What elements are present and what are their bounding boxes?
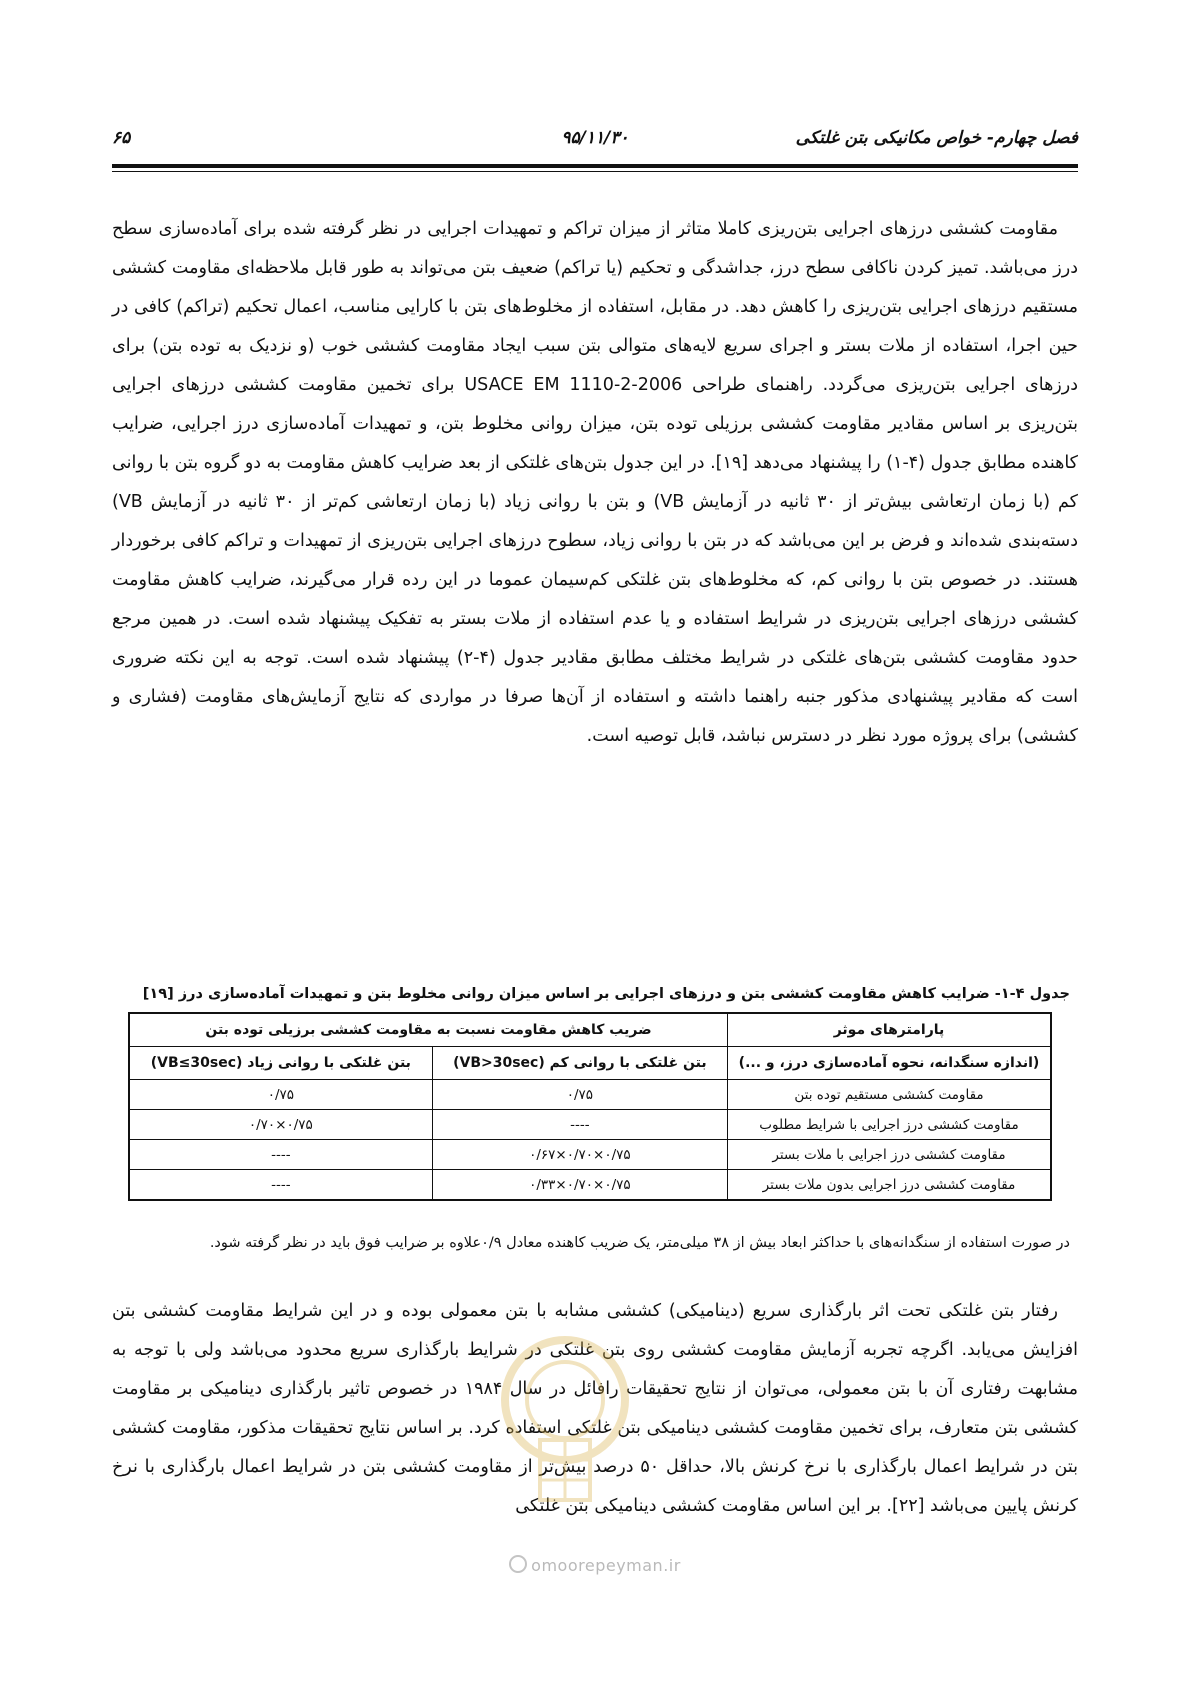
row-high: ----: [129, 1170, 432, 1201]
table-row: [129, 1110, 1051, 1140]
watermark-text: omoorepeyman.ir: [531, 1556, 681, 1575]
page-header: [112, 128, 1078, 158]
row-low: ۰/۷۵×۰/۷۰×۰/۳۳: [432, 1170, 727, 1201]
header-low-workability: بتن غلتکی با روانی کم (VB>30sec): [432, 1047, 727, 1080]
header-rule-thick: [112, 164, 1078, 168]
row-high: ۰/۷۵: [129, 1080, 432, 1110]
row-param: مقاومت کششی مستقیم توده بتن: [728, 1080, 1052, 1110]
reduction-factors-table: [128, 1012, 1052, 1201]
table-row: [129, 1170, 1051, 1201]
table-caption: جدول ۴-۱- ضرایب کاهش مقاومت کششی بتن و درزهای اجرایی بر اساس میزان روانی مخلوط بتن و تمهیدات آماده‌سازی درز [۱۹]: [142, 986, 1070, 1002]
row-high: ----: [129, 1140, 432, 1170]
header-high-workability: بتن غلتکی با روانی زیاد (VB≤30sec): [129, 1047, 432, 1080]
page-number: ۶۵: [112, 128, 131, 148]
row-param: مقاومت کششی درز اجرایی بدون ملات بستر: [728, 1170, 1052, 1201]
body-paragraph-1: [112, 210, 1078, 756]
table-footnote: در صورت استفاده از سنگدانه‌های با حداکثر ابعاد بیش از ۳۸ میلی‌متر، یک ضریب کاهنده معادل ۰/۹علاوه بر ضرایب فوق باید در نظر گرفته شود.: [209, 1235, 1070, 1251]
header-date: ۹۵/۱۱/۳۰: [561, 128, 629, 148]
header-param-line2: (اندازه سنگدانه، نحوه آماده‌سازی درز، و ...): [728, 1047, 1052, 1080]
watermark: [0, 1555, 1190, 1575]
row-param: مقاومت کششی درز اجرایی با ملات بستر: [728, 1140, 1052, 1170]
chapter-title: فصل چهارم- خواص مکانیکی بتن غلتکی: [795, 128, 1078, 148]
watermark-seal-icon: [485, 1320, 645, 1520]
row-high: ۰/۷۵×۰/۷۰: [129, 1110, 432, 1140]
row-param: مقاومت کششی درز اجرایی با شرایط مطلوب: [728, 1110, 1052, 1140]
header-group: ضریب کاهش مقاومت نسبت به مقاومت کششی برزیلی توده بتن: [129, 1013, 728, 1047]
table-row: [129, 1140, 1051, 1170]
row-low: ۰/۷۵: [432, 1080, 727, 1110]
watermark-logo-icon: [509, 1555, 527, 1573]
row-low: ۰/۷۵×۰/۷۰×۰/۶۷: [432, 1140, 727, 1170]
paragraph-text: مقاومت کششی درزهای اجرایی بتن‌ریزی کاملا متاثر از میزان تراکم و تمهیدات اجرایی در نظر گرفته شده برای آماده‌سازی سطح درز می‌باشد. تمیز کردن ناکافی سطح درز، جداشدگی و تحکیم (یا تراکم) ضعیف بتن می‌تواند به طور قابل ملاحظه‌ای مقاومت کششی مستقیم درزهای اجرایی بتن‌ریزی را کاهش دهد. در مقابل، استفاده از مخلوط‌های بتن با کارایی مناسب، اعمال تحکیم (تراکم) کافی در حین اجرا، استفاده از ملات بستر و اجرای سریع لایه‌های متوالی بتن سبب ایجاد مقاومت کششی خوب (و نزدیک به توده بتن) برای درزهای اجرایی بتن‌ریزی می‌گردد. راهنمای طراحی USACE EM 1110-2-2006 برای تخمین مقاومت کششی درزهای اجرایی بتن‌ریزی بر اساس مقادیر مقاومت کششی برزیلی توده بتن، میزان روانی مخلوط بتن، و تمهیدات آماده‌سازی درز اجرایی، ضرایب کاهنده مطابق جدول (۴-۱) را پیشنهاد می‌دهد [۱۹]. در این جدول بتن‌های غلتکی از بعد ضرایب کاهش مقاومت به دو گروه بتن با روانی کم (با زمان ارتعاشی بیش‌تر از ۳۰ ثانیه در آزمایش VB) و بتن با روانی زیاد (با زمان ارتعاشی کم‌تر از ۳۰ ثانیه در آزمایش VB) دسته‌بندی شده‌اند و فرض بر این می‌باشد که در بتن با روانی زیاد، سطوح درزهای اجرایی بتن‌ریزی از تمهیدات و تراکم کافی برخوردار هستند. در خصوص بتن با روانی کم، که مخلوط‌های بتن غلتکی کم‌سیمان عموما در این رده قرار می‌گیرند، ضرایب کاهش مقاومت کششی درزهای اجرایی بتن‌ریزی در شرایط استفاده و یا عدم استفاده از ملات بستر به تفکیک پیشنهاد شده است. در همین مرجع حدود مقاومت کششی بتن‌های غلتکی در شرایط مختلف مطابق مقادیر جدول (۴-۲) پیشنهاد شده است. توجه به این نکته ضروری است که مقادیر پیشنهادی مذکور جنبه راهنما داشته و استفاده از آن‌ها صرفا در مواردی که نتایج آزمایش‌های مقاومت (فشاری و کششی) برای پروژه مورد نظر در دسترس نباشد، قابل توصیه است.: [112, 219, 1078, 746]
paragraph-text: رفتار بتن غلتکی تحت اثر بارگذاری سریع (دینامیکی) کششی مشابه با بتن معمولی بوده و در این شرایط مقاومت کششی بتن افزایش می‌یابد. اگرچه تجربه آزمایش مقاومت کششی روی بتن غلتکی در شرایط بارگذاری سریع محدود می‌باشد ولی با توجه به مشابهت رفتاری آن با بتن معمولی، می‌توان از نتایج تحقیقات رافائل در سال ۱۹۸۴ در خصوص تاثیر بارگذاری دینامیکی بر مقاومت کششی بتن متعارف، برای تخمین مقاومت کششی دینامیکی بتن غلتکی استفاده کرد. بر اساس نتایج تحقیقات مذکور، مقاومت کششی بتن در شرایط اعمال بارگذاری با نرخ کرنش بالا، حداقل ۵۰ درصد بیش‌تر از مقاومت کششی بتن در شرایط اعمال بارگذاری با نرخ کرنش پایین می‌باشد [۲۲]. بر این اساس مقاومت کششی دینامیکی بتن غلتکی: [112, 1301, 1079, 1516]
table-row: [129, 1080, 1051, 1110]
row-low: ----: [432, 1110, 727, 1140]
header-param-line1: پارامترهای موثر: [728, 1013, 1052, 1047]
header-rule-thin: [112, 171, 1078, 172]
